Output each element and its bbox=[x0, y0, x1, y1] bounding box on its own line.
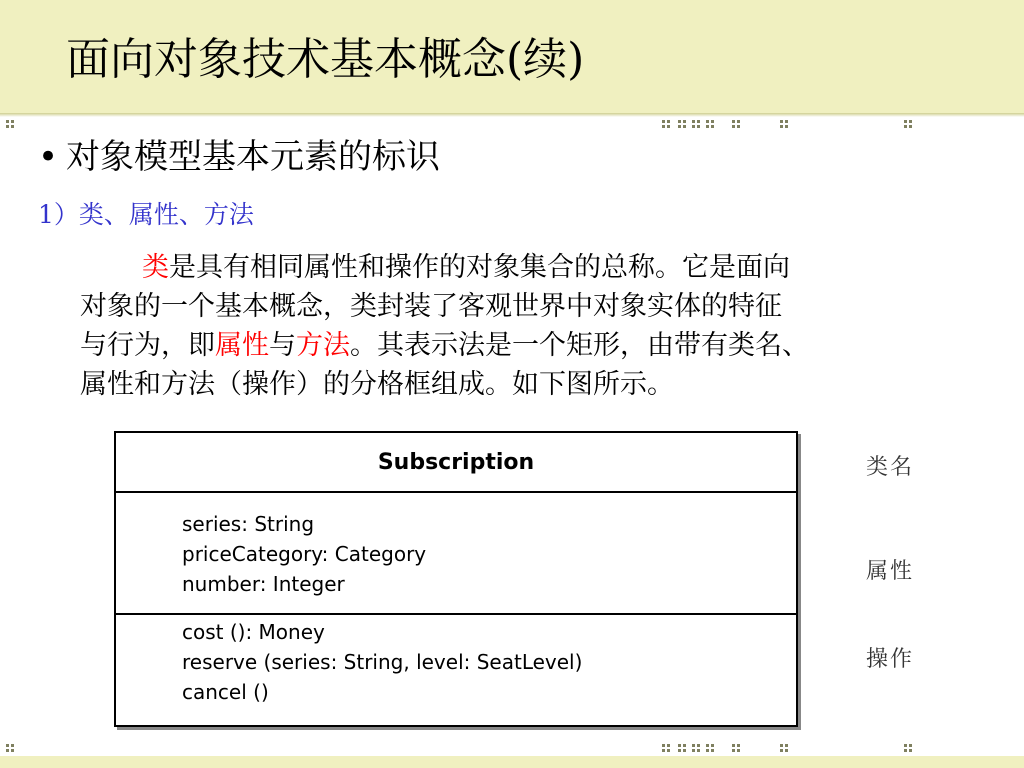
attributes-label: 属性 bbox=[866, 559, 915, 584]
bottom-band bbox=[0, 756, 1024, 768]
uml-class-diagram bbox=[114, 431, 798, 727]
uml-attribute: number: Integer bbox=[182, 572, 345, 596]
highlight-attributes: 属性 bbox=[215, 330, 269, 361]
paragraph-line-1 bbox=[80, 248, 1000, 287]
uml-attributes-compartment bbox=[116, 493, 796, 615]
decorative-dot-row-top bbox=[0, 120, 1024, 128]
uml-operation: reserve (series: String, level: SeatLevel) bbox=[182, 650, 583, 674]
uml-operation: cost (): Money bbox=[182, 620, 325, 644]
title-band-shadow bbox=[0, 113, 1024, 117]
uml-attribute: priceCategory: Category bbox=[182, 542, 427, 566]
class-name-label: 类名 bbox=[866, 455, 915, 480]
uml-operation: cancel () bbox=[182, 680, 269, 704]
operations-label: 操作 bbox=[866, 647, 915, 672]
decorative-dot-row-bottom bbox=[0, 744, 1024, 752]
paragraph-text: 与 bbox=[269, 330, 296, 361]
highlight-methods: 方法 bbox=[296, 330, 350, 361]
paragraph-text: 。其表示法是一个矩形，由带有类名、 bbox=[350, 330, 809, 361]
description-paragraph bbox=[80, 248, 1000, 404]
uml-attribute: series: String bbox=[182, 512, 315, 536]
paragraph-line-2: 对象的一个基本概念，类封装了客观世界中对象实体的特征 bbox=[80, 291, 782, 322]
bullet-text: 对象模型基本元素的标识 bbox=[66, 137, 440, 177]
paragraph-line-4: 属性和方法（操作）的分格框组成。如下图所示。 bbox=[80, 369, 674, 400]
paragraph-text: 与行为，即 bbox=[80, 330, 215, 361]
uml-operations-compartment bbox=[116, 615, 796, 707]
highlight-class: 类 bbox=[142, 252, 169, 283]
bullet-heading bbox=[38, 137, 440, 177]
bullet-dot: • bbox=[38, 137, 59, 177]
subheading: 1）类、属性、方法 bbox=[38, 200, 254, 229]
paragraph-text: 是具有相同属性和操作的对象集合的总称。它是面向 bbox=[169, 252, 790, 283]
uml-class-name: Subscription bbox=[116, 433, 796, 493]
slide-title: 面向对象技术基本概念(续) bbox=[66, 34, 585, 85]
paragraph-line-3 bbox=[80, 326, 1000, 365]
